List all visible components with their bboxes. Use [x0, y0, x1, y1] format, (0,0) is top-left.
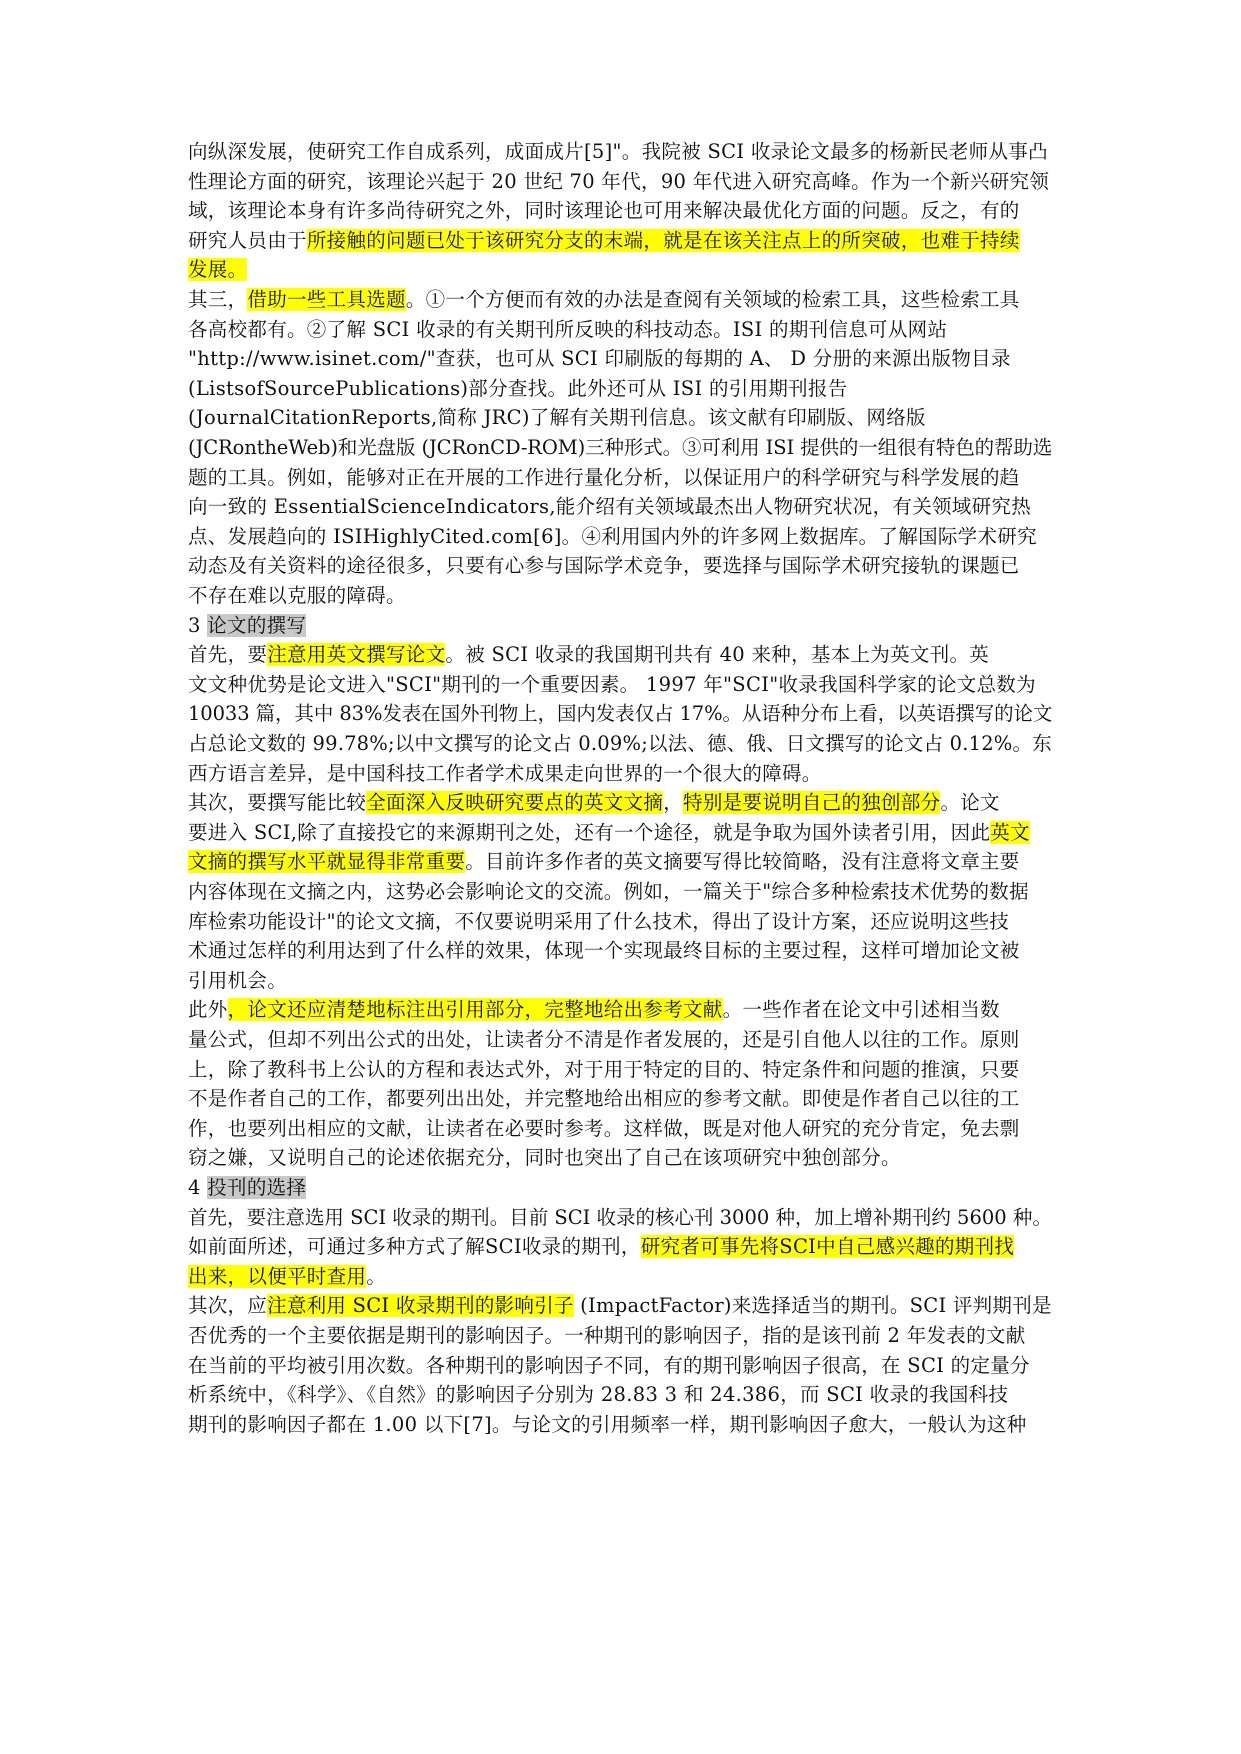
text-run: 不是作者自己的工作，都要列出出处，并完整地给出相应的参考文献。即使是作者自己以往的工 — [188, 1087, 1020, 1111]
section-heading — [188, 1173, 306, 1203]
text-run: 文文种优势是论文进入"SCI"期刊的一个重要因素。 1997 年"SCI"收录我国科学家的论文总数为 — [188, 672, 1036, 696]
text-run: 域，该理论本身有许多尚待研究之外，同时该理论也可用来解决最优化方面的问题。反之，有的 — [188, 199, 1020, 223]
text-line — [188, 1084, 1020, 1114]
text-run: 析系统中，《科学》、《自然》的影响因子分别为 28.83 3 和 24.386，而 SCI 收录的我国科技 — [188, 1383, 1009, 1407]
text-line — [188, 936, 1020, 966]
text-line — [188, 877, 1029, 907]
section-heading — [188, 611, 306, 641]
text-run: 期刊的影响因子都在 1.00 以下[7]。与论文的引用频率一样，期刊影响因子愈大，一般认为这种 — [188, 1412, 1027, 1436]
highlighted-text: 注意用英文撰写论文 — [267, 643, 446, 667]
heading-title: 投刊的选择 — [207, 1176, 307, 1199]
text-run: "http://www.isinet.com/"查获，也可从 SCI 印刷版的每期的 A、 D 分册的来源出版物目录 — [188, 347, 1011, 371]
text-run: 。论文 — [940, 791, 1000, 815]
text-line — [188, 1410, 1027, 1440]
text-run: 如前面所述，可通过多种方式了解SCI收录的期刊， — [188, 1235, 641, 1259]
highlighted-text: 发展。 — [188, 258, 248, 282]
text-line — [188, 847, 1020, 877]
text-line — [188, 818, 1030, 848]
text-line — [188, 226, 1020, 256]
text-line — [188, 1232, 1014, 1262]
text-line — [188, 137, 1048, 167]
text-run: 窃之嫌，又说明自己的论述依据充分，同时也突出了自己在该项研究中独创部分。 — [188, 1146, 901, 1170]
text-line — [188, 640, 989, 670]
text-run: 其三， — [188, 288, 248, 311]
text-run: 此外 — [188, 998, 228, 1022]
text-run: 。①一个方便而有效的办法是查阅有关领域的检索工具，这些检索工具 — [405, 288, 1020, 311]
text-run: 。被 SCI 收录的我国期刊共有 40 来种，基本上为英文刊。英 — [445, 643, 990, 667]
text-run: 其次，应 — [188, 1294, 268, 1318]
text-line — [188, 670, 1036, 700]
text-run: 3 — [188, 613, 208, 637]
text-run: 上，除了教科书上公认的方程和表达式外，对于用于特定的目的、特定条件和问题的推演，只要 — [188, 1057, 1020, 1081]
text-run: 西方语言差异，是中国科技工作者学术成果走向世界的一个很大的障碍。 — [188, 761, 822, 785]
text-run: 引用机会。 — [188, 968, 288, 992]
text-run: 其次，要撰写能比较 — [188, 791, 367, 815]
text-run: 。一些作者在论文中引述相当数 — [722, 998, 1000, 1022]
text-line — [188, 196, 1020, 226]
highlighted-text: 出来，以便平时查用 — [188, 1264, 367, 1288]
text-line — [188, 1351, 1030, 1381]
highlighted-text: 借助一些工具选题 — [247, 288, 406, 311]
text-run: ， — [663, 791, 684, 815]
highlighted-text: 所接触的问题已处于该研究分支的末端，就是在该关注点上的所突破，也难于持续 — [306, 228, 1020, 252]
highlighted-text: 英文 — [990, 820, 1030, 844]
text-line — [188, 255, 247, 285]
text-line — [188, 433, 1052, 463]
text-run: 术通过怎样的利用达到了什么样的效果，体现一个实现最终目标的主要过程，这样可增加论文被 — [188, 939, 1020, 963]
text-line — [188, 492, 1031, 522]
text-line — [188, 966, 287, 996]
text-line — [188, 1025, 1020, 1055]
text-run: 向一致的 EssentialScienceIndicators,能介绍有关领域最杰出人物研究状况，有关领域研究热 — [188, 495, 1031, 519]
highlighted-text: 注意利用 SCI 收录期刊的影响引子 — [267, 1294, 574, 1318]
text-run: 不存在难以克服的障碍。 — [188, 584, 406, 607]
text-line — [188, 344, 1011, 374]
text-run: (JournalCitationReports,简称 JRC)了解有关期刊信息。该文献有印刷版、网络版 — [188, 406, 926, 430]
highlighted-text: 文摘的撰写水平就显得非常重要 — [188, 850, 466, 874]
text-line — [188, 759, 822, 789]
text-line — [188, 403, 926, 433]
text-line — [188, 285, 1020, 315]
text-run: 。目前许多作者的英文摘要写得比较简略，没有注意将文章主要 — [465, 850, 1020, 874]
text-line — [188, 1143, 901, 1173]
text-line — [188, 1262, 386, 1292]
text-line — [188, 1291, 1052, 1321]
text-run: 首先，要注意选用 SCI 收录的期刊。目前 SCI 收录的核心刊 3000 种，加上增补期刊约 5600 种。 — [188, 1205, 1052, 1229]
text-line — [188, 907, 1009, 937]
text-run: 作，也要列出相应的文献，让读者在必要时参考。这样做，既是对他人研究的充分肯定，免去剽 — [188, 1116, 1020, 1140]
text-run: 题的工具。例如，能够对正在开展的工作进行量化分析，以保证用户的科学研究与科学发展的趋 — [188, 465, 1020, 489]
text-line — [188, 1321, 1026, 1351]
text-run: 库检索功能设计"的论文文摘，不仅要说明采用了什么技术，得出了设计方案，还应说明这些技 — [188, 909, 1010, 933]
text-run: (JCRontheWeb)和光盘版 (JCRonCD-ROM)三种形式。③可利用 ISI 提供的一组很有特色的帮助选 — [188, 436, 1053, 459]
text-run: (ImpactFactor)来选择适当的期刊。SCI 评判期刊是 — [573, 1294, 1052, 1318]
text-run: 内容体现在文摘之内，这势必会影响论文的交流。例如，一篇关于"综合多种检索技术优势的数据 — [188, 880, 1029, 903]
text-line — [188, 729, 1052, 759]
heading-title: 论文的撰写 — [207, 613, 307, 637]
text-line — [188, 551, 1020, 581]
text-line — [188, 1114, 1020, 1144]
highlighted-text: 研究者可事先将SCI中自己感兴趣的期刊找 — [640, 1235, 1015, 1259]
highlighted-text: 特别是要说明自己的独创部分 — [683, 791, 941, 815]
highlighted-text: ，论文还应清楚地标注出引用部分，完整地给出参考文献 — [227, 998, 723, 1022]
text-line — [188, 699, 1052, 729]
text-run: 要进入 SCI,除了直接投它的来源期刊之处，还有一个途径，就是争取为国外读者引用，因此 — [188, 820, 991, 844]
text-run: 占总论文数的 99.78%;以中文撰写的论文占 0.09%;以法、德、俄、日文撰写的论文占 0.12%。东 — [188, 732, 1052, 755]
text-run: 性理论方面的研究，该理论兴起于 20 世纪 70 年代，90 年代进入研究高峰。作为一个新兴研究领 — [188, 169, 1050, 193]
text-line — [188, 1380, 1008, 1410]
text-run: 在当前的平均被引用次数。各种期刊的影响因子不同，有的期刊影响因子很高，在 SCI 的定量分 — [188, 1353, 1030, 1377]
text-run: 动态及有关资料的途径很多，只要有心参与国际学术竞争，要选择与国际学术研究接轨的课题已 — [188, 554, 1020, 578]
text-line — [188, 788, 1000, 818]
text-line — [188, 1055, 1020, 1085]
text-run: 量公式，但却不列出公式的出处，让读者分不清是作者发展的，还是引自他人以往的工作。原则 — [188, 1028, 1020, 1051]
text-run: 否优秀的一个主要依据是期刊的影响因子。一种期刊的影响因子，指的是该刊前 2 年发表的文献 — [188, 1324, 1026, 1347]
text-run: 。 — [366, 1264, 387, 1288]
text-line — [188, 315, 947, 345]
text-run: 点、发展趋向的 ISIHighlyCited.com[6]。④利用国内外的许多网上数据库。了解国际学术研究 — [188, 524, 1037, 548]
text-line — [188, 1203, 1052, 1233]
text-run: 各高校都有。②了解 SCI 收录的有关期刊所反映的科技动态。ISI 的期刊信息可从网站 — [188, 317, 948, 341]
text-run: 向纵深发展，使研究工作自成系列，成面成片[5]"。我院被 SCI 收录论文最多的杨新民老师从事凸 — [188, 140, 1048, 163]
text-run: 4 — [188, 1176, 208, 1199]
text-line — [188, 995, 1000, 1025]
text-line — [188, 167, 1049, 197]
text-run: 研究人员由于 — [188, 228, 307, 252]
text-line — [188, 463, 1020, 493]
text-line — [188, 374, 848, 404]
text-run: (ListsofSourcePublications)部分查找。此外还可从 ISI 的引用期刊报告 — [188, 376, 848, 400]
text-line — [188, 581, 406, 611]
text-line — [188, 522, 1037, 552]
text-run: 10033 篇，其中 83%发表在国外刊物上，国内发表仅占 17%。从语种分布上看，以英语撰写的论文 — [188, 702, 1053, 726]
text-run: 首先，要 — [188, 643, 268, 667]
highlighted-text: 全面深入反映研究要点的英文文摘 — [366, 791, 664, 815]
